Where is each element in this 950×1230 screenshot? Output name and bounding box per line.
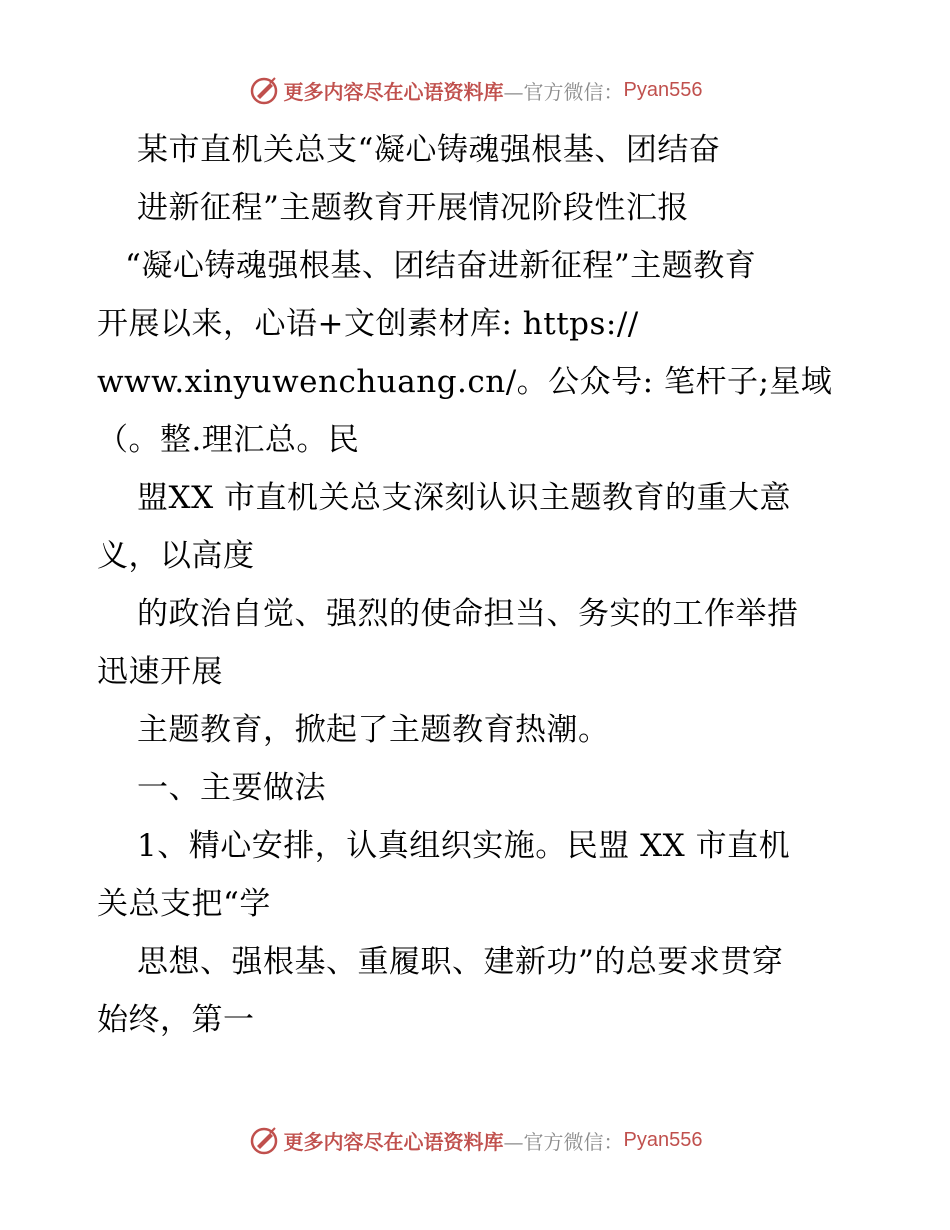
brand-logo-icon — [248, 1124, 280, 1156]
banner-main-text: 更多内容尽在心语资料库 — [283, 79, 504, 104]
banner-dash-text: —官方微信： — [503, 1129, 624, 1154]
header-watermark-banner — [0, 70, 950, 110]
paragraph-line: 迅速开展 — [97, 654, 223, 690]
banner-main-text: 更多内容尽在心语资料库 — [283, 1129, 504, 1154]
paragraph-line: 的政治自觉、强烈的使命担当、务实的工作举措 — [137, 596, 799, 632]
paragraph-line: www.xinyuwenchuang.cn/。公众号: 笔杆子;星域 — [97, 364, 833, 400]
paragraph-line: 盟XX 市直机关总支深刻认识主题教育的重大意 — [137, 480, 791, 516]
paragraph-line: 1、精心安排，认真组织实施。民盟 XX 市直机 — [137, 828, 791, 864]
document-title-line-2: 进新征程”主题教育开展情况阶段性汇报 — [137, 190, 689, 226]
paragraph-line: “凝心铸魂强根基、团结奋进新征程”主题教育 — [125, 248, 757, 284]
paragraph-line: 思想、强根基、重履职、建新功”的总要求贯穿 — [137, 944, 784, 980]
paragraph-line: 始终，第一 — [97, 1002, 255, 1038]
banner-wechat-id: Pyan556 — [623, 78, 703, 101]
document-title-line-1: 某市直机关总支“凝心铸魂强根基、团结奋 — [137, 132, 721, 168]
paragraph-line: 关总支把“学 — [97, 886, 271, 922]
banner-dash-text: —官方微信： — [503, 79, 624, 104]
brand-logo-icon — [248, 74, 280, 106]
footer-watermark-banner — [0, 1120, 950, 1160]
paragraph-line: （。整.理汇总。民 — [97, 422, 360, 458]
paragraph-line: 开展以来，心语+文创素材库: https:// — [97, 306, 639, 342]
banner-wechat-id: Pyan556 — [623, 1128, 703, 1151]
section-heading: 一、主要做法 — [137, 770, 326, 806]
paragraph-line: 义，以高度 — [97, 538, 255, 574]
paragraph-line: 主题教育，掀起了主题教育热潮。 — [137, 712, 610, 748]
document-body — [97, 121, 857, 1049]
